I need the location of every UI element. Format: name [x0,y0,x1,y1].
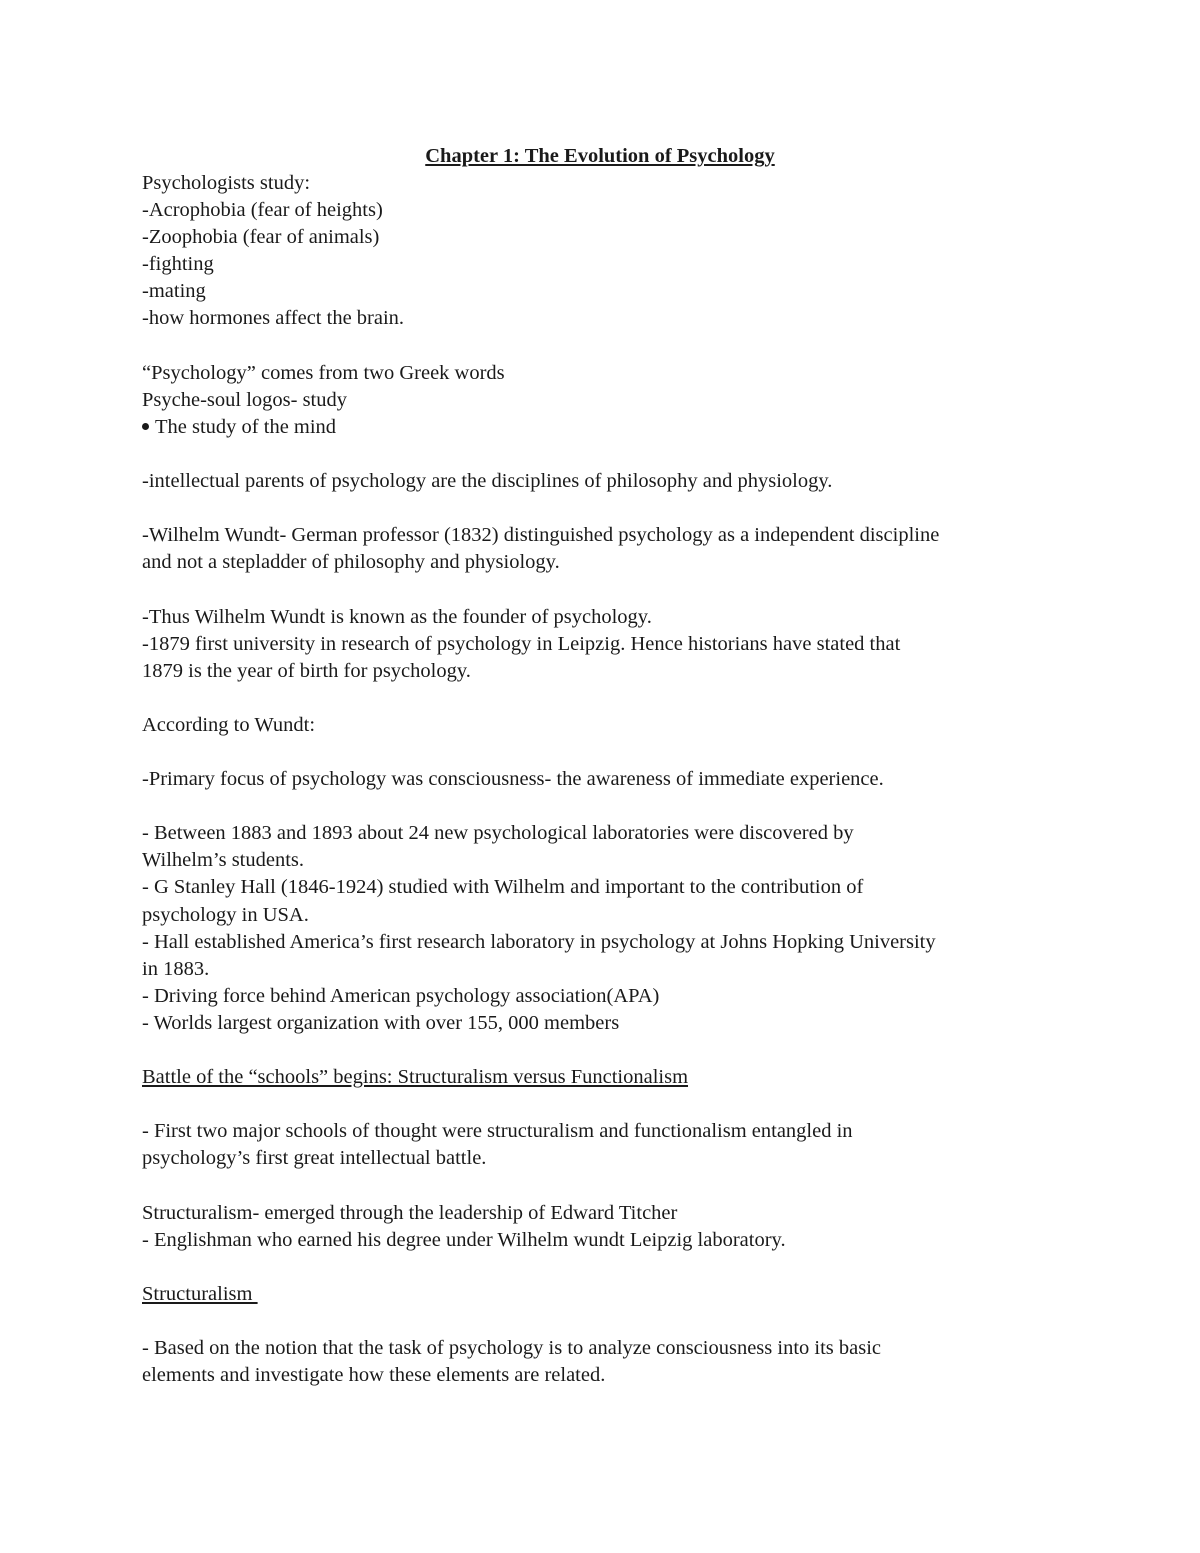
blank-line [142,495,1072,522]
blank-line [142,333,1072,360]
list-item: -fighting [142,253,214,276]
text-line: Structuralism- emerged through the leadership of Edward Titcher [142,1201,678,1224]
list-item: -Acrophobia (fear of heights) [142,199,383,222]
text-line: Psychologists study: [142,172,311,194]
text-line: psychology’s first great intellectual battle. [142,1147,487,1170]
list-item: -mating [142,280,206,303]
text-line: in 1883. [142,957,210,980]
text-line: - Worlds largest organization with over 155, 000 members [142,1011,620,1034]
list-item: -Zoophobia (fear of animals) [142,226,380,249]
blank-line [142,1091,1072,1118]
text-line: According to Wundt: [142,713,316,736]
text-line: -Primary focus of psychology was consciousness- the awareness of immediate experience. [142,768,884,791]
text-line: -intellectual parents of psychology are the disciplines of philosophy and physiology. [142,470,833,493]
text-line: -1879 first university in research of psychology in Leipzig. Hence historians have stated that [142,632,901,655]
blank-line [142,1037,1072,1064]
bullet-text: The study of the mind [155,415,337,438]
bullet-item [142,414,1072,441]
document-body [142,170,1072,1389]
text-line: elements and investigate how these elements are related. [142,1364,606,1387]
blank-line [142,441,1072,468]
text-line: - Hall established America’s first research laboratory in psychology at Johns Hopking University [142,930,936,953]
text-line: -Wilhelm Wundt- German professor (1832) distinguished psychology as a independent discipline [142,524,940,547]
text-line: - First two major schools of thought were structuralism and functionalism entangled in [142,1120,853,1143]
text-line: - Englishman who earned his degree under Wilhelm wundt Leipzig laboratory. [142,1228,786,1251]
text-line: - Between 1883 and 1893 about 24 new psychological laboratories were discovered by [142,822,854,845]
text-line: Psyche-soul logos- study [142,388,347,411]
list-item: -how hormones affect the brain. [142,307,405,330]
text-line: - Driving force behind American psychology association(APA) [142,984,660,1007]
blank-line [142,1172,1072,1199]
text-line: 1879 is the year of birth for psychology. [142,659,471,682]
text-line: psychology in USA. [142,903,309,926]
section-heading: Structuralism [142,1282,258,1305]
text-line: Wilhelm’s students. [142,849,305,872]
section-heading: Battle of the “schools” begins: Structuralism versus Functionalism [142,1066,689,1089]
text-line: - G Stanley Hall (1846-1924) studied with Wilhelm and important to the contribution of [142,876,864,899]
blank-line [142,1308,1072,1335]
bullet-icon [142,423,149,430]
text-line: - Based on the notion that the task of psychology is to analyze consciousness into its basic [142,1337,882,1360]
blank-line [142,793,1072,820]
blank-line [142,685,1072,712]
text-line: “Psychology” comes from two Greek words [142,361,505,384]
text-line: and not a stepladder of philosophy and physiology. [142,551,560,574]
page-title: Chapter 1: The Evolution of Psychology [425,145,775,167]
blank-line [142,576,1072,603]
blank-line [142,739,1072,766]
blank-line [142,1254,1072,1281]
text-line: -Thus Wilhelm Wundt is known as the founder of psychology. [142,605,652,628]
